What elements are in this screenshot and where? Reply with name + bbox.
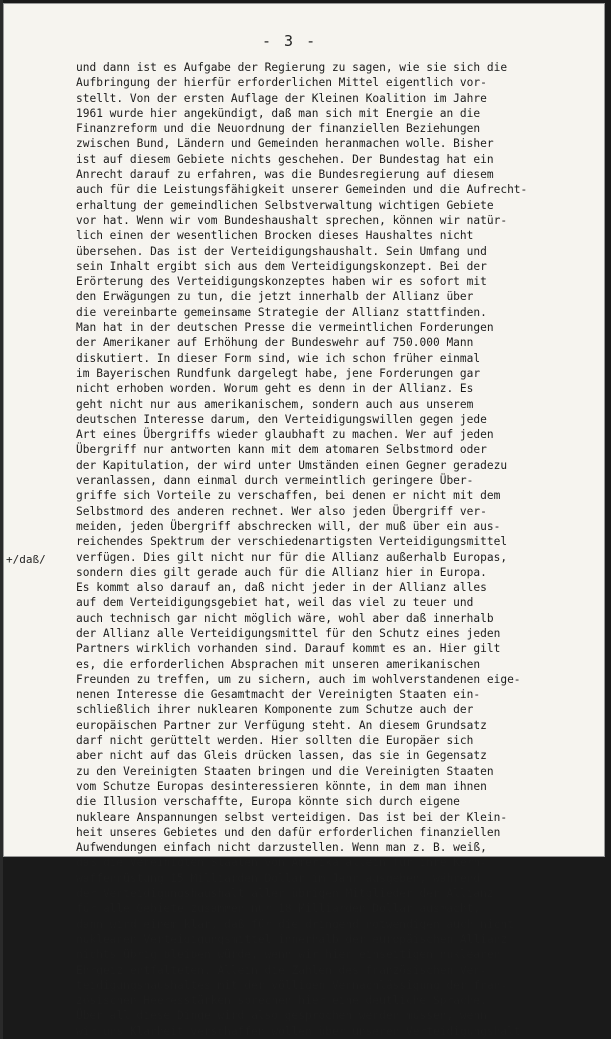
text-line: europäischen Partner zur Verfügung steht. An diesem Grundsatz	[76, 718, 487, 732]
text-line: darf nicht gerüttelt werden. Hier sollten die Europäer sich	[76, 734, 474, 748]
text-line: diskutiert. In dieser Form sind, wie ich schon früher einmal	[76, 351, 481, 365]
text-line: der Allianz alle Verteidigungsmittel für den Schutz eines jeden	[76, 626, 501, 640]
text-line: 1961 wurde hier angekündigt, daß man sich mit Energie an die	[76, 106, 481, 120]
text-line: Es kommt also darauf an, daß nicht jeder in der Allianz alles	[76, 581, 487, 595]
page-number: - 3 -	[262, 32, 318, 50]
text-line: Ehrgeiz entfalteten. Allein die Zahlen des französischen Ver-	[76, 963, 487, 977]
text-line: übersehen. Das ist der Verteidigungshaushalt. Sein Umfang und	[76, 244, 487, 258]
text-line: stellt. Von der ersten Auflage der Kleinen Koalition im Jahre	[76, 91, 487, 105]
text-line: waffenrüstung 15 Milliarden Dollar im Jahr ausgeben, während	[76, 871, 481, 885]
text-line: reichendes Spektrum der verschiedenartigsten Verteidigungsmittel	[76, 535, 508, 549]
text-line: Über all diese Dinge wird also gesprochen werden müssen, wenn	[76, 1009, 487, 1023]
text-line: geht nicht nur aus amerikanischem, sondern auch aus unserem	[76, 397, 474, 411]
text-line: sondern dies gilt gerade auch für die Allianz hier in Europa.	[76, 565, 487, 579]
text-line: auch für die Leistungsfähigkeit unserer Gemeinden und die Aufrecht-	[76, 183, 528, 197]
margin-note: +/daß/	[6, 553, 46, 566]
text-line: auch technisch gar nicht möglich wäre, wohl aber daß innerhalb	[76, 611, 494, 625]
text-line: Selbstmord des anderen rechnet. Wer also jeden Übergriff ver-	[76, 504, 487, 518]
text-line: zösischen Heeresstärken sprechen hier eine deutliche Sprache.	[76, 994, 487, 1008]
text-line: auf dem Verteidigungsgebiet hat, weil das viel zu teuer und	[76, 596, 474, 610]
document-page	[4, 4, 604, 1038]
text-line: deutschen Interesse darum, den Verteidigungswillen gegen jede	[76, 412, 487, 426]
text-line: griffe sich Vorteile zu verschaffen, bei denen er nicht mit dem	[76, 489, 501, 503]
text-line: daß die Vereinigten Staaten von Amerika allein für ihre Kern-	[76, 856, 487, 870]
text-line: die vereinbarte gemeinsame Strategie der Allianz stattfinden.	[76, 305, 487, 319]
text-line: zwischen Bund, Ländern und Gemeinden heranmachen wolle. Bisher	[76, 137, 494, 151]
text-line: Aufbringung der hierfür erforderlichen Mittel eigentlich vor-	[76, 76, 487, 90]
text-line: nenen Interesse die Gesamtmacht der Vereinigten Staaten ein-	[76, 688, 481, 702]
text-line: veranlassen, dann einmal durch vermeintlich geringere Über-	[76, 474, 474, 488]
text-line: der Verteidigungshaushalt aller übrigen Mitglieder der Allianz	[76, 887, 494, 901]
text-line: im Bayerischen Rundfunk dargelegt habe, jene Forderungen gar	[76, 366, 481, 380]
text-line: Art eines Übergriffs wieder glaubhaft zu machen. Wer auf jeden	[76, 428, 494, 442]
text-line: zu den Vereinigten Staaten bringen und die Vereinigten Staaten	[76, 764, 494, 778]
text-line: nuklearen Verteidigungsmittel innerhalb der europäischen Allianz	[76, 932, 508, 946]
text-line: Anrecht darauf zu erfahren, was die Bundesregierung auf diesem	[76, 168, 494, 182]
text-line: heit unseres Gebietes und den dafür erforderlichen finanziellen	[76, 825, 501, 839]
text-line: den Erwägungen zu tun, die jetzt innerhalb der Allianz über	[76, 290, 474, 304]
text-line: der Amerikaner auf Erhöhung der Bundeswehr auf 750.000 Mann	[76, 336, 474, 350]
text-line: nichts übrig bleiben würde, wenn wir hier einseitigen nuklearen	[76, 948, 501, 962]
text-line: aber nicht auf das Gleis drücken lassen, das sie in Gegensatz	[76, 749, 487, 763]
text-line: teidigungshaushaltes mit der völligen Vernachlässigung der fran-	[76, 978, 508, 992]
text-line: Freunden zu treffen, um zu sichern, auch im wohlverstandenen eige-	[76, 672, 521, 686]
text-line: verfügen. Dies gilt nicht nur für die Allianz außerhalb Europas,	[76, 550, 508, 564]
text-line: ist auf diesem Gebiete nichts geschehen. Der Bundestag hat ein	[76, 152, 494, 166]
text-line: sein Inhalt ergibt sich aus dem Verteidigungskonzept. Bei der	[76, 259, 487, 273]
text-line: schließlich ihrer nuklearen Komponente zum Schutze auch der	[76, 703, 474, 717]
text-line: nukleare Anspannungen selbst verteidigen. Das ist bei der Klein-	[76, 810, 508, 824]
text-line: Übergriff nur antworten kann mit dem atomaren Selbstmord oder	[76, 443, 487, 457]
text-line: die Illusion verschaffte, Europa könnte sich durch eigene	[76, 795, 460, 809]
text-line: Aufwendungen einfach nicht darzustellen. Wenn man z. B. weiß,	[76, 841, 487, 855]
text-line: für alle Gebiete zusammen nur 18 Milliarden Dollar ausmacht,	[76, 902, 481, 916]
text-line: Partners wirklich vorhanden sind. Darauf kommt es an. Hier gilt	[76, 642, 501, 656]
text-line: Man hat in der deutschen Presse die vermeintlichen Forderungen	[76, 321, 494, 335]
text-line: es, die erforderlichen Absprachen mit unseren amerikanischen	[76, 657, 481, 671]
text-line: und dann ist es Aufgabe der Regierung zu sagen, wie sie sich die	[76, 61, 508, 74]
text-line: lich einen der wesentlichen Brocken dieses Haushaltes nicht	[76, 229, 474, 243]
scan-edge	[0, 0, 3, 1039]
text-line: der Kapitulation, der wird unter Umständen einen Gegner geradezu	[76, 458, 508, 472]
text-line: Finanzreform und die Neuordnung der finanziellen Beziehungen	[76, 122, 481, 136]
text-line: vom Schutze Europas desinteressieren könnte, in dem man ihnen	[76, 779, 487, 793]
body-text	[76, 60, 576, 1039]
text-line: erhaltung der gemeindlichen Selbstverwaltung wichtigen Gebiete	[76, 198, 494, 212]
text-line: nicht erhoben worden. Worum geht es denn in der Allianz. Es	[76, 382, 474, 396]
text-line: meiden, jeden Übergriff abschrecken will, der muß über ein aus-	[76, 519, 501, 533]
text-line: wir uns Klarheit verschaffen wollen über unseren Verteidigungshalt	[76, 1024, 521, 1038]
text-line: Erörterung des Verteidigungskonzeptes haben wir es sofort mit	[76, 275, 487, 289]
text-line: dann wird einem klar, daß für die dringend notwendigen auch nicht	[76, 917, 514, 931]
text-line: vor hat. Wenn wir vom Bundeshaushalt sprechen, können wir natür-	[76, 213, 508, 227]
